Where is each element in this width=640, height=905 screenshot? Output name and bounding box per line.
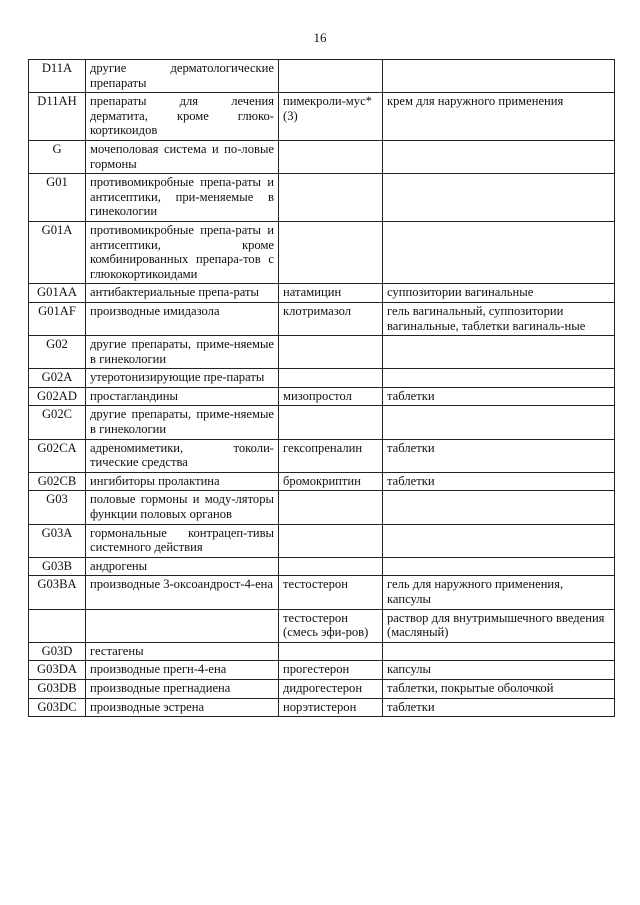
- cell-code: G03DB: [29, 679, 86, 698]
- cell-name: [86, 609, 279, 642]
- cell-code: G: [29, 140, 86, 173]
- cell-name: ингибиторы пролактина: [86, 472, 279, 491]
- cell-name: противомикробные препа-раты и антисептики, при-меняемые в гинекологии: [86, 174, 279, 222]
- cell-form: таблетки, покрытые оболочкой: [383, 679, 615, 698]
- cell-drug: тестостерон (смесь эфи-ров): [279, 609, 383, 642]
- cell-code: G01AF: [29, 302, 86, 335]
- atc-table-body: [29, 60, 615, 717]
- cell-name: другие препараты, приме-няемые в гинекологии: [86, 406, 279, 439]
- cell-code: G03: [29, 491, 86, 524]
- cell-form: гель вагинальный, суппозитории вагинальные, таблетки вагиналь-ные: [383, 302, 615, 335]
- cell-name: андрогены: [86, 557, 279, 576]
- cell-code: G02AD: [29, 387, 86, 406]
- cell-code: G02CB: [29, 472, 86, 491]
- cell-form: крем для наружного применения: [383, 93, 615, 141]
- cell-name: производные имидазола: [86, 302, 279, 335]
- table-row: [29, 661, 615, 680]
- cell-form: раствор для внутримышечного введения (масляный): [383, 609, 615, 642]
- cell-form: капсулы: [383, 661, 615, 680]
- cell-drug: гексопреналин: [279, 439, 383, 472]
- cell-name: мочеполовая система и по-ловые гормоны: [86, 140, 279, 173]
- cell-form: [383, 336, 615, 369]
- cell-drug: натамицин: [279, 284, 383, 303]
- cell-code: D11A: [29, 60, 86, 93]
- table-row: [29, 491, 615, 524]
- cell-name: препараты для лечения дерматита, кроме глюко-кортикоидов: [86, 93, 279, 141]
- cell-name: половые гормоны и моду-ляторы функции половых органов: [86, 491, 279, 524]
- cell-code: G03D: [29, 642, 86, 661]
- cell-drug: клотримазол: [279, 302, 383, 335]
- cell-drug: [279, 642, 383, 661]
- table-row: [29, 60, 615, 93]
- cell-drug: тестостерон: [279, 576, 383, 609]
- cell-form: таблетки: [383, 472, 615, 491]
- cell-drug: [279, 491, 383, 524]
- cell-form: [383, 524, 615, 557]
- cell-name: гестагены: [86, 642, 279, 661]
- cell-code: G01A: [29, 221, 86, 283]
- cell-form: [383, 406, 615, 439]
- cell-form: таблетки: [383, 439, 615, 472]
- cell-code: G01AA: [29, 284, 86, 303]
- cell-name: адреномиметики, токоли-тические средства: [86, 439, 279, 472]
- table-row: [29, 284, 615, 303]
- cell-drug: [279, 406, 383, 439]
- cell-name: производные эстрена: [86, 698, 279, 717]
- cell-drug: [279, 336, 383, 369]
- cell-code: G02C: [29, 406, 86, 439]
- table-row: [29, 302, 615, 335]
- cell-form: [383, 369, 615, 388]
- cell-name: простагландины: [86, 387, 279, 406]
- page-number: 16: [313, 30, 327, 45]
- table-row: [29, 174, 615, 222]
- cell-code: [29, 609, 86, 642]
- table-row: [29, 336, 615, 369]
- table-row: [29, 524, 615, 557]
- table-row: [29, 472, 615, 491]
- cell-form: [383, 60, 615, 93]
- cell-drug: [279, 140, 383, 173]
- cell-form: [383, 221, 615, 283]
- cell-name: противомикробные препа-раты и антисептики, кроме комбинированных препара-тов с глюкокортикоидами: [86, 221, 279, 283]
- table-row: [29, 439, 615, 472]
- cell-drug: прогестерон: [279, 661, 383, 680]
- cell-code: D11AH: [29, 93, 86, 141]
- cell-drug: [279, 221, 383, 283]
- table-row: [29, 557, 615, 576]
- table-row: [29, 698, 615, 717]
- cell-form: [383, 557, 615, 576]
- table-row: [29, 93, 615, 141]
- table-row: [29, 609, 615, 642]
- cell-drug: бромокриптин: [279, 472, 383, 491]
- cell-drug: [279, 557, 383, 576]
- table-row: [29, 679, 615, 698]
- table-row: [29, 221, 615, 283]
- cell-form: таблетки: [383, 698, 615, 717]
- cell-form: [383, 642, 615, 661]
- cell-drug: [279, 174, 383, 222]
- table-row: [29, 387, 615, 406]
- cell-drug: [279, 60, 383, 93]
- cell-code: G02CA: [29, 439, 86, 472]
- table-row: [29, 369, 615, 388]
- cell-code: G02A: [29, 369, 86, 388]
- cell-code: G03BA: [29, 576, 86, 609]
- cell-code: G03DC: [29, 698, 86, 717]
- cell-name: производные 3-оксоандрост-4-ена: [86, 576, 279, 609]
- cell-name: производные прегн-4-ена: [86, 661, 279, 680]
- cell-form: гель для наружного применения, капсулы: [383, 576, 615, 609]
- cell-code: G03DA: [29, 661, 86, 680]
- cell-code: G03B: [29, 557, 86, 576]
- cell-code: G03A: [29, 524, 86, 557]
- cell-form: [383, 140, 615, 173]
- cell-drug: норэтистерон: [279, 698, 383, 717]
- cell-drug: мизопростол: [279, 387, 383, 406]
- cell-drug: дидрогестерон: [279, 679, 383, 698]
- cell-form: таблетки: [383, 387, 615, 406]
- table-row: [29, 140, 615, 173]
- table-row: [29, 642, 615, 661]
- cell-name: гормональные контрацеп-тивы системного действия: [86, 524, 279, 557]
- cell-name: другие дерматологические препараты: [86, 60, 279, 93]
- table-row: [29, 576, 615, 609]
- cell-name: другие препараты, приме-няемые в гинекологии: [86, 336, 279, 369]
- cell-code: G02: [29, 336, 86, 369]
- cell-drug: [279, 369, 383, 388]
- cell-name: антибактериальные препа-раты: [86, 284, 279, 303]
- atc-table: [28, 59, 615, 717]
- cell-form: суппозитории вагинальные: [383, 284, 615, 303]
- cell-drug: [279, 524, 383, 557]
- cell-form: [383, 174, 615, 222]
- cell-form: [383, 491, 615, 524]
- cell-name: производные прегнадиена: [86, 679, 279, 698]
- cell-code: G01: [29, 174, 86, 222]
- cell-drug: пимекроли-мус*(3): [279, 93, 383, 141]
- cell-name: утеротонизирующие пре-параты: [86, 369, 279, 388]
- table-row: [29, 406, 615, 439]
